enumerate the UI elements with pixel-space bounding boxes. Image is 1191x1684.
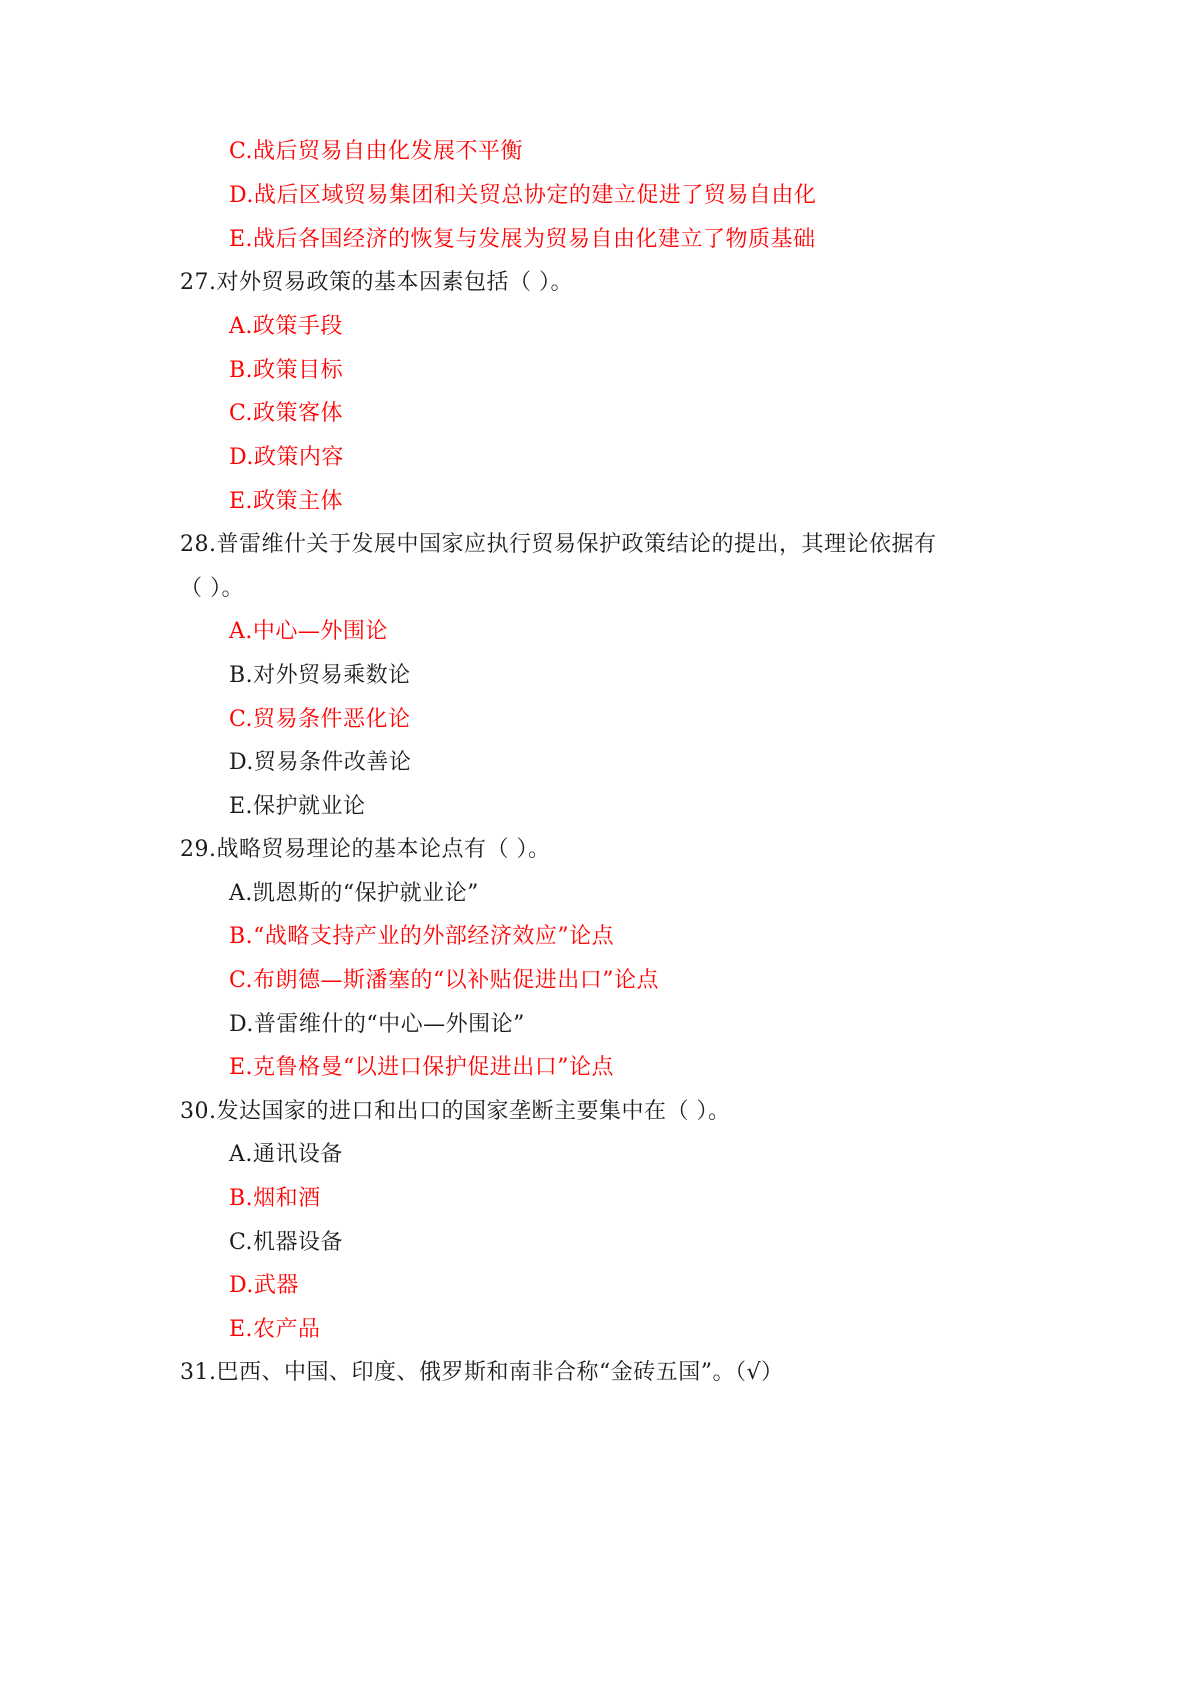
option-30e: E.农产品 bbox=[229, 1317, 321, 1342]
option-28b: B.对外贸易乘数论 bbox=[229, 663, 411, 688]
option-29d: D.普雷维什的“中心—外围论” bbox=[229, 1012, 525, 1037]
option-30d: D.武器 bbox=[229, 1273, 299, 1298]
option-26c: C.战后贸易自由化发展不平衡 bbox=[229, 139, 524, 164]
option-28a: A.中心—外围论 bbox=[229, 619, 388, 644]
option-26d: D.战后区域贸易集团和关贸总协定的建立促进了贸易自由化 bbox=[229, 183, 817, 208]
option-29a: A.凯恩斯的“保护就业论” bbox=[229, 881, 479, 906]
question-29: 29.战略贸易理论的基本论点有（ ）。 bbox=[180, 837, 551, 862]
option-28c: C.贸易条件恶化论 bbox=[229, 707, 411, 732]
option-28d: D.贸易条件改善论 bbox=[229, 750, 412, 775]
question-30: 30.发达国家的进口和出口的国家垄断主要集中在（ ）。 bbox=[180, 1099, 731, 1124]
option-29b: B.“战略支持产业的外部经济效应”论点 bbox=[229, 924, 615, 949]
option-27b: B.政策目标 bbox=[229, 358, 344, 383]
option-28e: E.保护就业论 bbox=[229, 794, 366, 819]
option-27e: E.政策主体 bbox=[229, 489, 344, 514]
question-28-continued: （ ）。 bbox=[180, 576, 244, 601]
option-30c: C.机器设备 bbox=[229, 1230, 344, 1255]
option-27d: D.政策内容 bbox=[229, 445, 344, 470]
question-27: 27.对外贸易政策的基本因素包括（ ）。 bbox=[180, 270, 573, 295]
question-31: 31.巴西、中国、印度、俄罗斯和南非合称“金砖五国”。（√） bbox=[180, 1360, 784, 1385]
option-30a: A.通讯设备 bbox=[229, 1142, 343, 1167]
option-29e: E.克鲁格曼“以进口保护促进出口”论点 bbox=[229, 1055, 615, 1080]
question-28: 28.普雷维什关于发展中国家应执行贸易保护政策结论的提出，其理论依据有 bbox=[180, 532, 937, 557]
option-30b: B.烟和酒 bbox=[229, 1186, 321, 1211]
option-29c: C.布朗德—斯潘塞的“以补贴促进出口”论点 bbox=[229, 968, 660, 993]
option-27c: C.政策客体 bbox=[229, 401, 344, 426]
option-27a: A.政策手段 bbox=[229, 314, 343, 339]
option-26e: E.战后各国经济的恢复与发展为贸易自由化建立了物质基础 bbox=[229, 227, 816, 252]
